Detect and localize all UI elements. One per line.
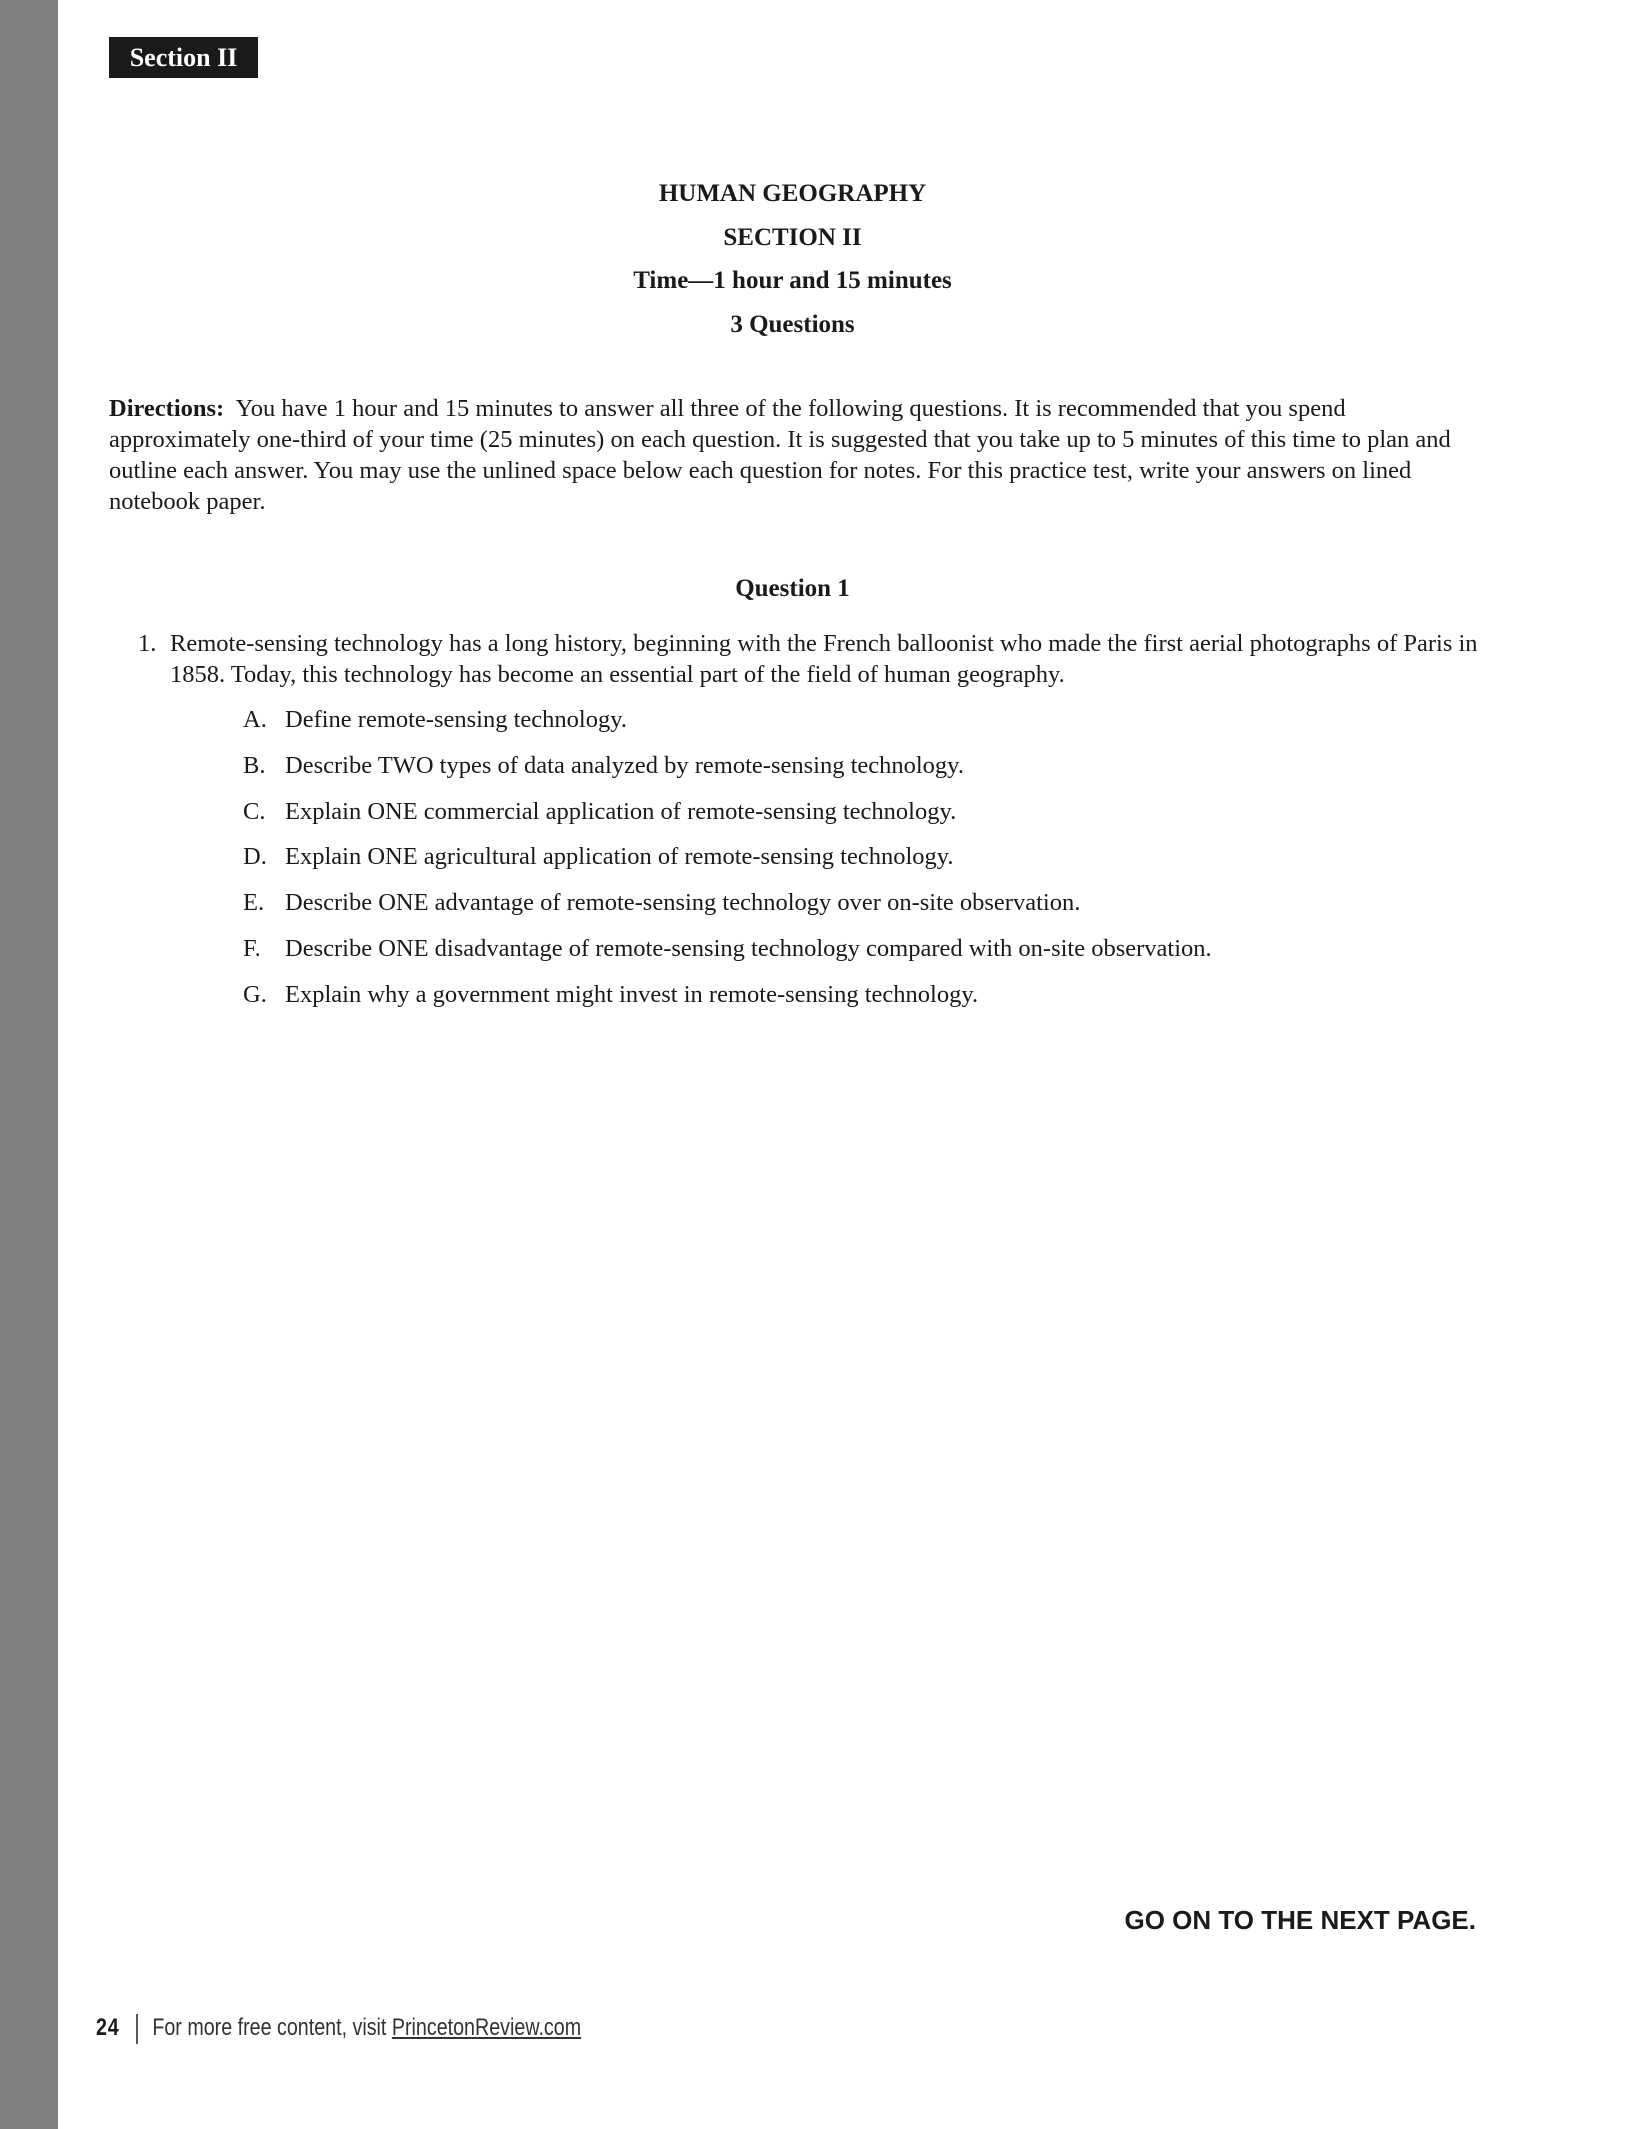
question-stem [138, 628, 1478, 690]
section-tab: Section II [109, 37, 258, 78]
page-number: 24 [96, 2014, 120, 2041]
part-letter: D. [243, 843, 267, 871]
part-letter: B. [243, 751, 266, 779]
part-letter: E. [243, 889, 265, 917]
part-letter: F. [243, 934, 261, 962]
subject-title: HUMAN GEOGRAPHY [658, 180, 927, 207]
part-text: Describe ONE disadvantage of remote-sensing technology compared with on-site observation. [285, 934, 1212, 962]
question-part [243, 839, 1443, 885]
time-limit: Time—1 hour and 15 minutes [633, 267, 952, 294]
question-stem-text: Remote-sensing technology has a long history, beginning with the French balloonist who made the first aerial photographs of Paris in 1858. Today, this technology has become an essential part of the field of human geography. [170, 630, 1478, 688]
directions-text: You have 1 hour and 15 minutes to answer all three of the following questions. It is recommended that you spend approximately one-third of your time (25 minutes) on each question. It is suggested that you take up to 5 minutes of this time to plan and outline each answer. You may use the unlined space below each question for notes. For this practice test, write your answers on lined notebook paper. [109, 395, 1451, 515]
part-text: Describe ONE advantage of remote-sensing technology over on-site observation. [285, 889, 1081, 917]
part-letter: G. [243, 980, 267, 1008]
question-part [243, 977, 1443, 1023]
part-text: Define remote-sensing technology. [285, 706, 627, 733]
part-text: Explain ONE agricultural application of remote-sensing technology. [285, 843, 954, 871]
part-text: Explain ONE commercial application of remote-sensing technology. [285, 797, 957, 825]
question-part [243, 885, 1443, 931]
question-part [243, 794, 1443, 840]
section-title: SECTION II [723, 223, 862, 251]
footer-divider [136, 2014, 138, 2044]
page-footer [96, 2010, 581, 2046]
question-parts [243, 702, 1443, 1023]
page-heading [600, 172, 985, 346]
side-bar [0, 0, 58, 2129]
question-count: 3 Questions [730, 310, 855, 338]
part-letter: C. [243, 797, 266, 825]
question-number: 1. [138, 630, 157, 657]
part-letter: A. [243, 706, 267, 733]
question-part [243, 931, 1443, 977]
directions [109, 393, 1469, 517]
part-text: Describe TWO types of data analyzed by remote-sensing technology. [285, 751, 964, 779]
footer-text: For more free content, visit [152, 2014, 392, 2041]
question-title: Question 1 [735, 575, 850, 602]
question-part [243, 702, 1443, 748]
princeton-review-link[interactable]: PrincetonReview.com [391, 2014, 582, 2041]
question-part [243, 748, 1443, 794]
next-page-notice: GO ON TO THE NEXT PAGE. [1124, 1905, 1476, 1935]
part-text: Explain why a government might invest in remote-sensing technology. [285, 980, 979, 1008]
directions-label: Directions: [109, 395, 225, 422]
